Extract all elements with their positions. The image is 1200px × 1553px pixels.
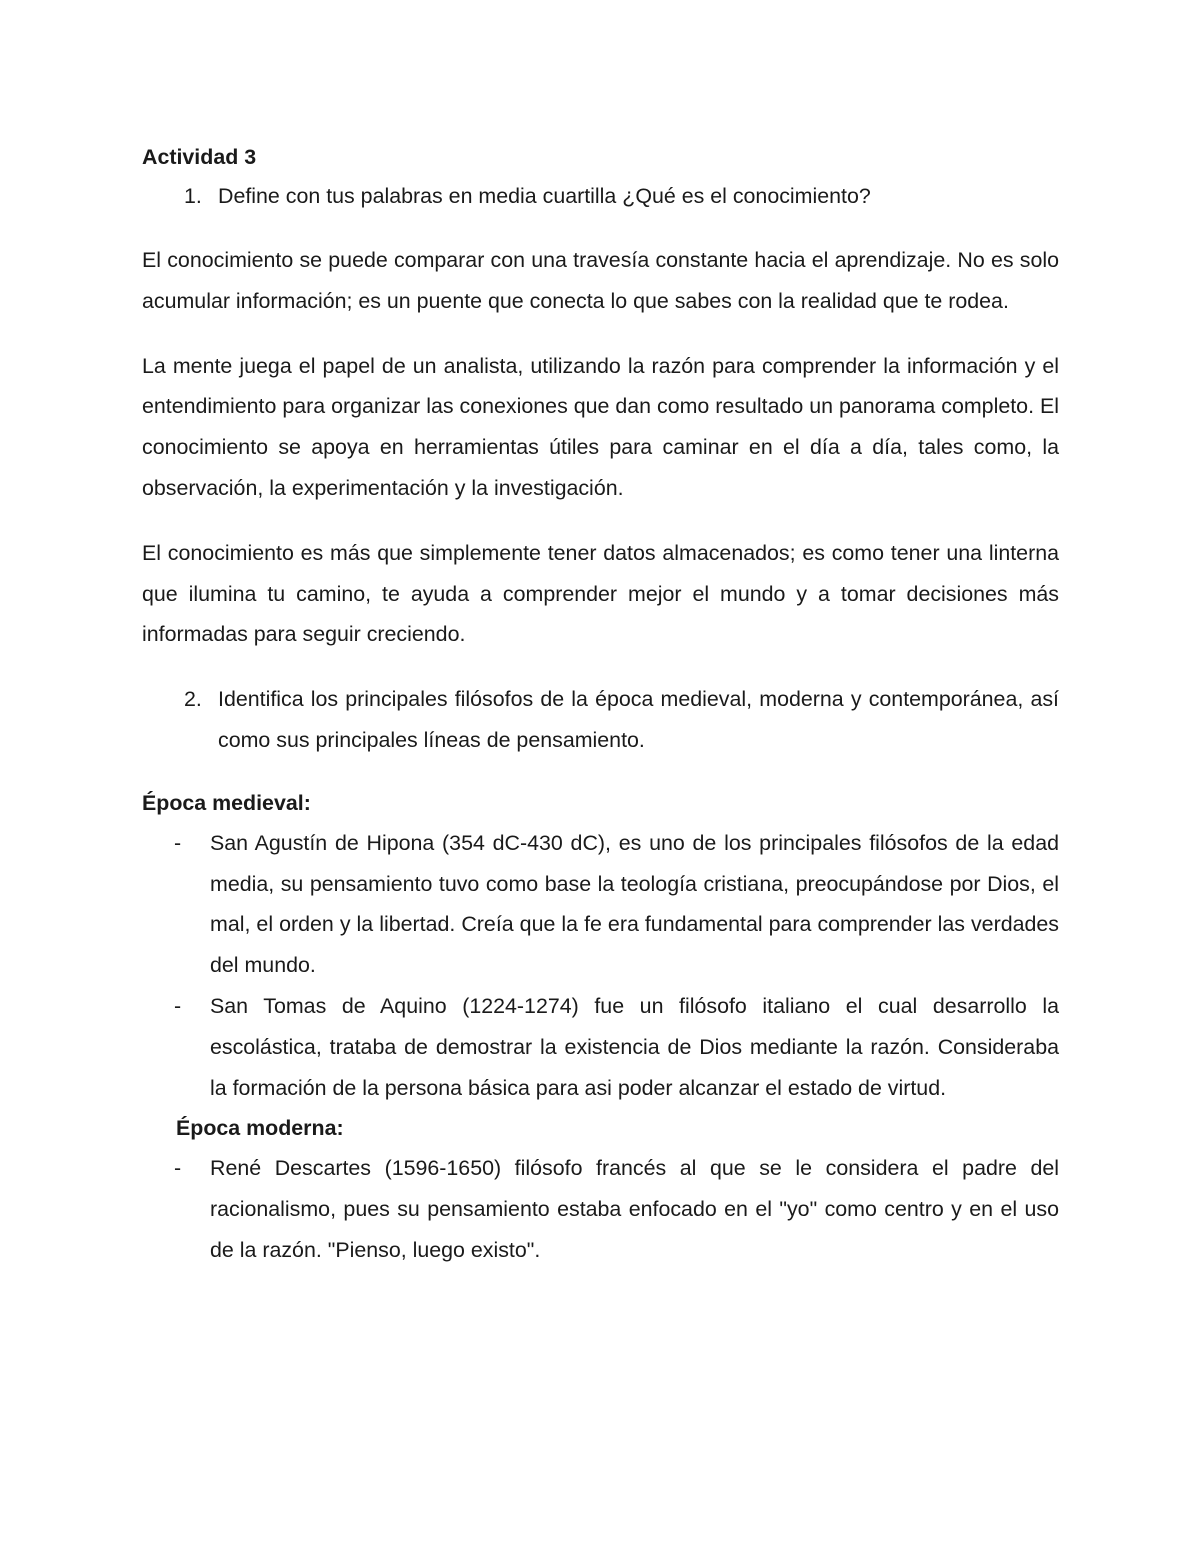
question-1 bbox=[142, 175, 1059, 218]
list-item-text: René Descartes (1596-1650) filósofo francés al que se le considera el padre del racionalismo, pues su pensamiento estaba enfocado en el "yo" como centro y en el uso de la razón. "Pienso, luego existo". bbox=[210, 1156, 1059, 1262]
question-2-text: Identifica los principales filósofos de la época medieval, moderna y contemporánea, así como sus principales líneas de pensamiento. bbox=[218, 687, 1059, 752]
list-item bbox=[142, 1148, 1059, 1270]
question-1-number: 1. bbox=[184, 184, 202, 208]
question-2 bbox=[142, 679, 1059, 761]
section-heading-modern: Época moderna: bbox=[176, 1116, 344, 1141]
bullet-dash: - bbox=[174, 830, 182, 855]
list-item bbox=[142, 986, 1059, 1108]
document-body bbox=[142, 140, 1059, 1271]
list-item-text: San Agustín de Hipona (354 dC-430 dC), es uno de los principales filósofos de la edad media, su pensamiento tuvo como base la teología cristiana, preocupándose por Dios, el mal, el orden y la libertad. Creía que la fe era fundamental para comprender las verdades del mundo. bbox=[210, 830, 1059, 978]
answer-paragraph: El conocimiento se puede comparar con una travesía constante hacia el aprendizaje. No es solo acumular información; es un puente que conecta lo que sabes con la realidad que te rodea. bbox=[142, 248, 1059, 313]
answer-paragraph: La mente juega el papel de un analista, utilizando la razón para comprender la información y el entendimiento para organizar las conexiones que dan como resultado un panorama completo. El conocimiento se apoya en herramientas útiles para caminar en el día a día, tales como, la observación, la experimentación y la investigación. bbox=[142, 353, 1059, 500]
bullet-dash: - bbox=[174, 1156, 182, 1181]
bullet-dash: - bbox=[174, 993, 182, 1018]
answer-paragraph: El conocimiento es más que simplemente tener datos almacenados; es como tener una linterna que ilumina tu camino, te ayuda a comprender mejor el mundo y a tomar decisiones más informadas para seguir creciendo. bbox=[142, 540, 1059, 647]
list-item-text: San Tomas de Aquino (1224-1274) fue un filósofo italiano el cual desarrollo la escolástica, trataba de demostrar la existencia de Dios mediante la razón. Consideraba la formación de la persona básica para asi poder alcanzar el estado de virtud. bbox=[210, 993, 1059, 1100]
document-title: Actividad 3 bbox=[142, 145, 257, 169]
question-1-text: Define con tus palabras en media cuartilla ¿Qué es el conocimiento? bbox=[218, 184, 871, 208]
list-item bbox=[142, 823, 1059, 986]
section-heading-medieval: Época medieval: bbox=[142, 790, 311, 815]
question-2-number: 2. bbox=[184, 687, 202, 712]
